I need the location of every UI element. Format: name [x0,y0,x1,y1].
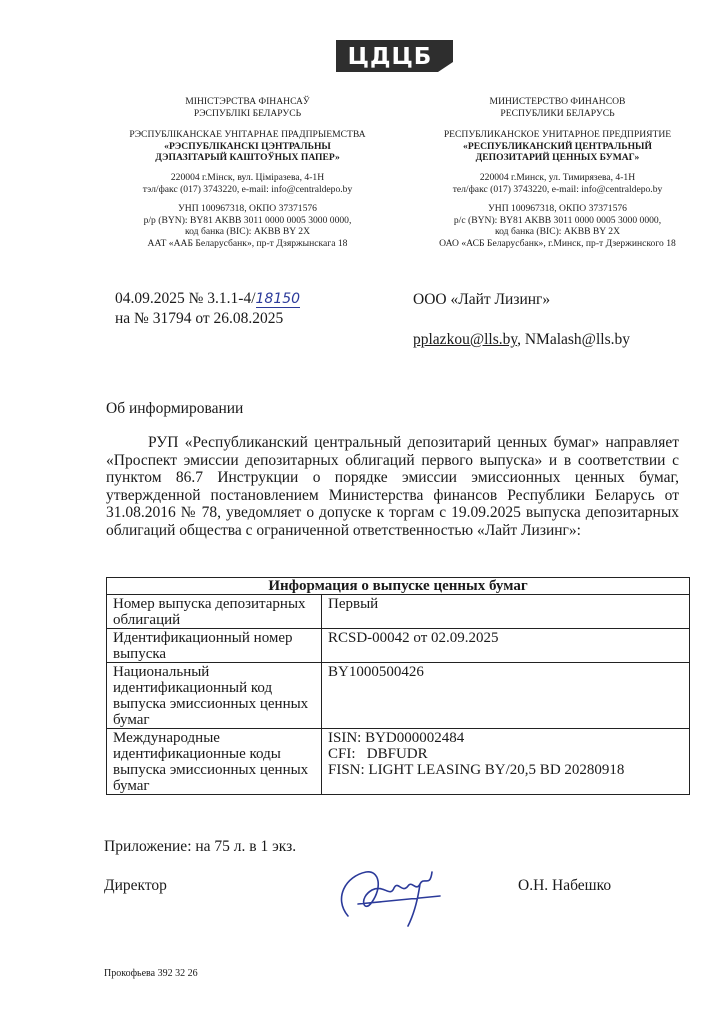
executor-contact: Прокофьева 392 32 26 [104,968,198,979]
signature-scribble-icon [328,858,448,930]
bank-line: УНП 100967318, ОКПО 37371576 [488,203,627,215]
bank-line: ААТ «ААБ Беларусбанк», пр-т Дзяржынскага 18 [147,237,348,249]
body-paragraph [106,434,679,540]
fisn-code: FISN: LIGHT LEASING BY/20,5 BD 20280918 [328,762,625,778]
email-separator: , [517,331,525,348]
org-name: «РЕСПУБЛИКАНСКИЙ ЦЕНТРАЛЬНЫЙ [463,140,652,152]
table-row [107,729,690,795]
header-belarusian [110,96,385,250]
subject-line: Об информировании [106,400,244,417]
org-name: «РЭСПУБЛІКАНСКІ ЦЭНТРАЛЬНЫ [164,140,331,152]
table-value-cell: RCSD-00042 от 02.09.2025 [322,629,690,663]
ministry-line: РЭСПУБЛІКІ БЕЛАРУСЬ [193,107,302,119]
ministry-line: МІНІСТЭРСТВА ФІНАНСАЎ [185,96,310,107]
bank-line: код банка (BIC): AKBB BY 2X [184,226,310,238]
logo-text: ЦДЦБ [347,44,433,70]
table-label-cell: Идентификационный номер выпуска [107,629,322,663]
handwritten-number: 18150 [255,291,301,307]
address-line: 220004 г.Мінск, вул. Ціміразева, 4-1Н [170,171,325,183]
table-label-cell: Международные идентификационные коды выпуска эмиссионных ценных бумаг [107,729,322,795]
recipient-emails [413,330,630,350]
org-name: ДЕПОЗИТАРИЙ ЦЕННЫХ БУМАГ» [475,152,640,164]
table-row [107,595,690,629]
table-title: Информация о выпуске ценных бумаг [107,578,690,595]
header-russian [420,96,695,250]
table-value-cell: BY1000500426 [322,663,690,729]
cfi-code: CFI: DBFUDR [328,746,428,762]
email-link[interactable]: pplazkou@lls.by [413,331,518,348]
bank-line: р/с (BYN): BY81 AKBB 3011 0000 0005 3000 0000, [453,214,662,226]
contact-line: тел/факс (017) 3743220, e-mail: info@centraldepo.by [452,183,663,195]
ministry-line: РЕСПУБЛИКИ БЕЛАРУСЬ [500,107,615,119]
email-text: NMalash@lls.by [524,331,630,348]
table-row [107,663,690,729]
org-type: РЕСПУБЛИКАНСКОЕ УНИТАРНОЕ ПРЕДПРИЯТИЕ [443,129,672,141]
securities-info-table [106,577,690,795]
table-label-cell: Национальный идентификационный код выпуска эмиссионных ценных бумаг [107,663,322,729]
contact-line: тэл/факс (017) 3743220, e-mail: info@centraldepo.by [142,183,353,195]
incoming-reference: на № 31794 от 26.08.2025 [115,310,284,327]
bank-line: УНП 100967318, ОКПО 37371576 [178,203,317,215]
signatory-name: О.Н. Набешко [518,877,612,894]
table-row [107,629,690,663]
table-label-cell: Номер выпуска депозитарных облигаций [107,595,322,629]
signatory-position: Директор [104,877,167,894]
org-type: РЭСПУБЛІКАНСКАЕ УНІТАРНАЕ ПРАДПРЫЕМСТВА [129,129,366,141]
org-name: ДЭПАЗІТАРЫЙ КАШТОЎНЫХ ПАПЕР» [155,152,340,164]
address-line: 220004 г.Минск, ул. Тимирязева, 4-1Н [479,171,636,183]
body-text: РУП «Республиканский центральный депозитарий ценных бумаг» направляет «Проспект эмиссии депозитарных облигаций первого выпуска» и в соответствии с пунктом 86.7 Инструкции о порядке эмиссии эмиссионных ценных бумаг, утвержденной постановлением Министерства финансов Республики Беларусь от 31.08.2016 № 78, уведомляет о допуске к торгам с 19.09.2025 выпуска депозитарных облигаций общества с ограниченной ответственностью «Лайт Лизинг»: [106,434,679,539]
bank-line: код банка (BIC): AKBB BY 2X [494,226,620,238]
bank-line: ОАО «АСБ Беларусбанк», г.Минск, пр-т Дзержинского 18 [439,237,676,249]
table-value-cell [322,729,690,795]
reference-date-number: 04.09.2025 № 3.1.1-4/ [115,290,256,307]
attachment-note: Приложение: на 75 л. в 1 экз. [104,838,297,855]
cdcb-logo [336,40,453,72]
outgoing-reference [115,289,300,309]
isin-code: ISIN: BYD000002484 [328,730,465,746]
bank-line: р/р (BYN): BY81 AKBB 3011 0000 0005 3000 0000, [143,214,352,226]
table-value-cell: Первый [322,595,690,629]
ministry-line: МИНИСТЕРСТВО ФИНАНСОВ [489,96,626,107]
recipient-name: ООО «Лайт Лизинг» [413,291,551,308]
